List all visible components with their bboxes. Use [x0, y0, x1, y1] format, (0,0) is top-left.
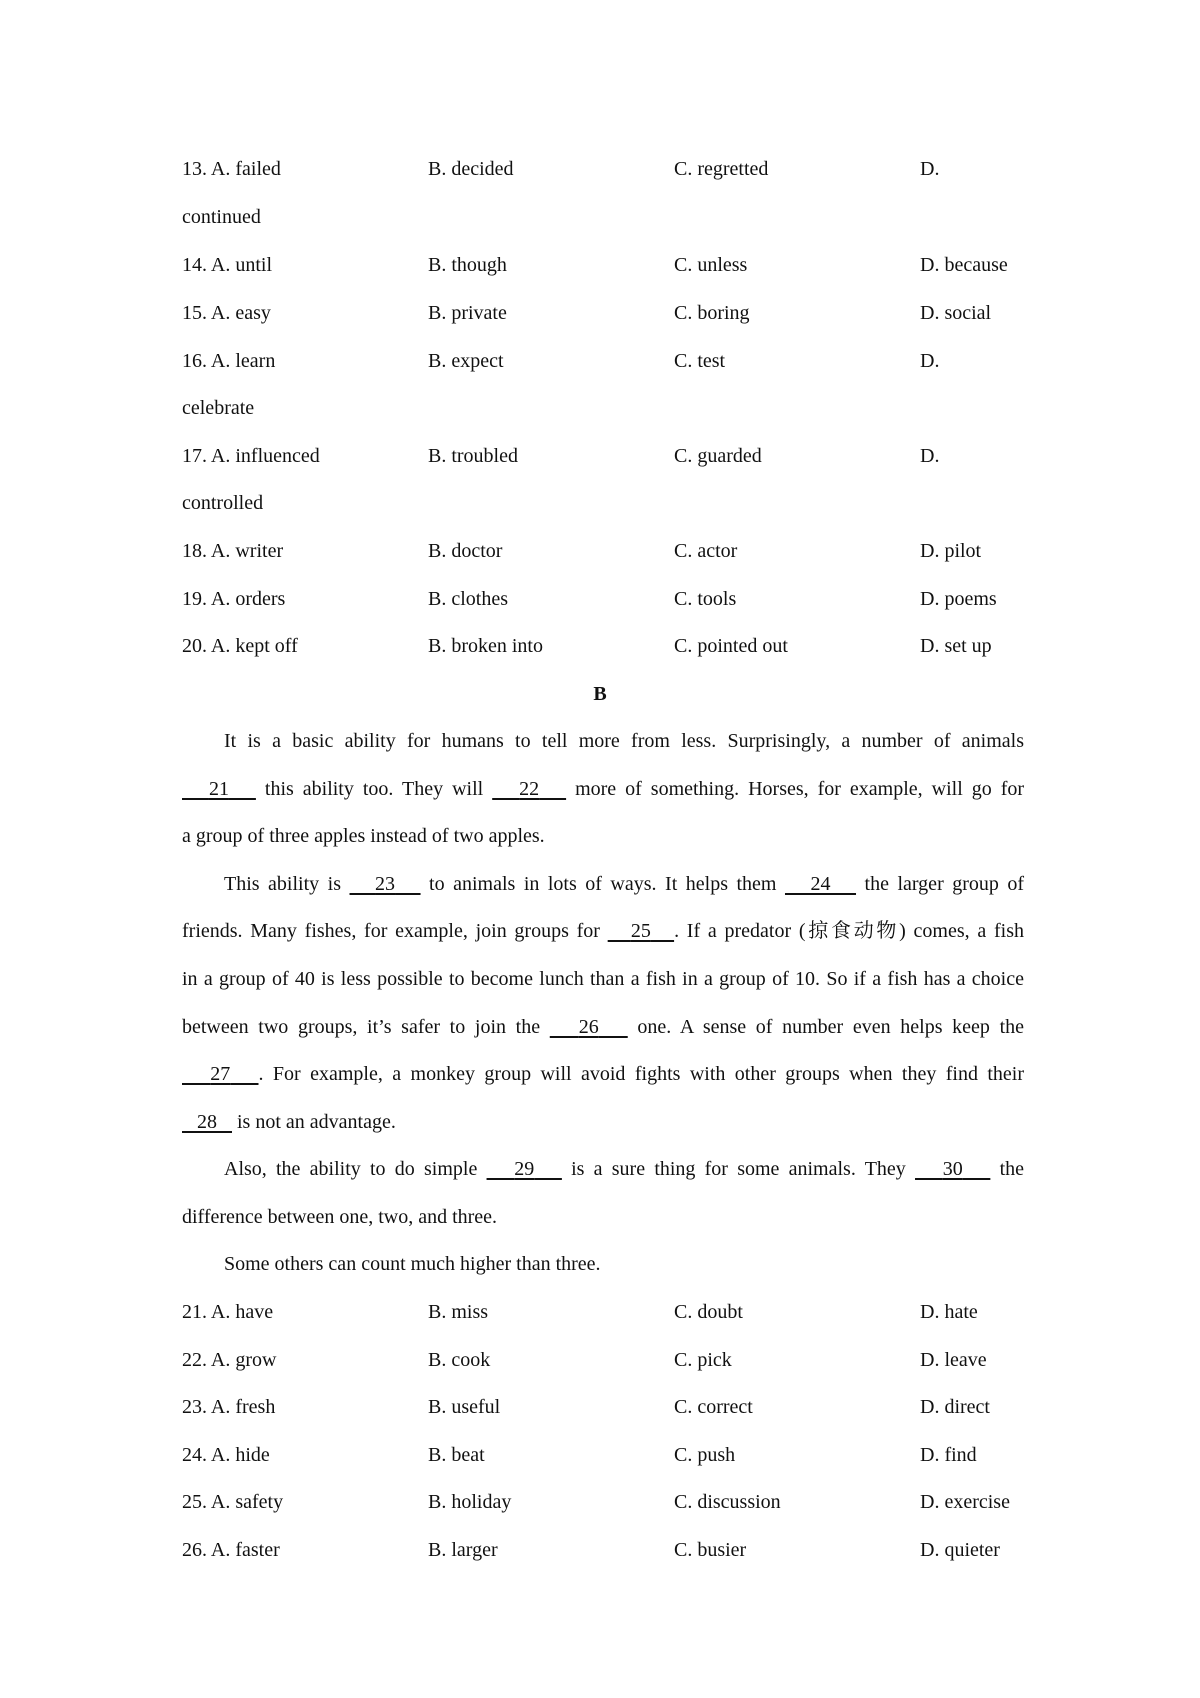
- option-d: D. leave: [920, 1349, 987, 1371]
- question-13: [182, 154, 1042, 184]
- option-a: 16. A. learn: [182, 350, 276, 372]
- paragraph-1-line-2: 21 this ability too. They will 22 more of something. Horses, for example, will go for: [182, 774, 1024, 804]
- option-a: 18. A. writer: [182, 540, 284, 562]
- paragraph-2-line-2: friends. Many fishes, for example, join groups for 25 . If a predator (掠食动物) comes, a fish: [182, 920, 1024, 942]
- question-16: [182, 346, 1042, 376]
- option-d: D. quieter: [920, 1539, 1000, 1561]
- question-22: [182, 1345, 1042, 1375]
- option-d: D. hate: [920, 1301, 978, 1323]
- blank-23: 23: [375, 873, 396, 895]
- option-b: B. decided: [428, 158, 514, 180]
- option-a: 20. A. kept off: [182, 635, 298, 657]
- option-a: 13. A. failed: [182, 158, 281, 180]
- option-d-wrap: controlled: [182, 492, 264, 514]
- option-b: B. beat: [428, 1444, 485, 1466]
- question-21: [182, 1297, 1042, 1327]
- option-d: D. set up: [920, 635, 992, 657]
- option-d: D.: [920, 445, 940, 467]
- option-c: C. boring: [674, 302, 750, 324]
- option-d: D. exercise: [920, 1491, 1010, 1513]
- option-c: C. guarded: [674, 445, 762, 467]
- blank-27: 27: [210, 1063, 231, 1085]
- option-c: C. tools: [674, 588, 737, 610]
- option-c: C. busier: [674, 1539, 747, 1561]
- option-b: B. expect: [428, 350, 504, 372]
- section-heading: B: [593, 683, 607, 705]
- option-d: D.: [920, 158, 940, 180]
- option-c: C. push: [674, 1444, 736, 1466]
- option-b: B. though: [428, 254, 507, 276]
- blank-28: 28: [197, 1111, 217, 1133]
- question-18: [182, 536, 1042, 566]
- option-a: 19. A. orders: [182, 588, 286, 610]
- option-a: 14. A. until: [182, 254, 273, 276]
- question-23: [182, 1392, 1042, 1422]
- question-20: [182, 631, 1042, 661]
- option-b: B. private: [428, 302, 507, 324]
- paragraph-4-line-1: Some others can count much higher than three.: [224, 1253, 601, 1275]
- question-19: [182, 584, 1042, 614]
- paragraph-2-line-4: between two groups, it’s safer to join the 26 one. A sense of number even helps keep the: [182, 1016, 1025, 1038]
- paragraph-2-line-1: This ability is 23 to animals in lots of ways. It helps them 24 the larger group of: [224, 873, 1025, 895]
- paragraph-1-line-1: It is a basic ability for humans to tell more from less. Surprisingly, a number of animals: [224, 730, 1024, 752]
- option-b: B. doctor: [428, 540, 503, 562]
- option-d: D.: [920, 350, 940, 372]
- option-a: 23. A. fresh: [182, 1396, 276, 1418]
- blank-21: 21: [208, 778, 229, 800]
- option-b: B. troubled: [428, 445, 518, 467]
- question-17: [182, 441, 1042, 471]
- option-c: C. unless: [674, 254, 748, 276]
- blank-30: 30: [942, 1158, 963, 1180]
- option-b: B. holiday: [428, 1491, 512, 1513]
- option-a: 24. A. hide: [182, 1444, 270, 1466]
- option-b: B. larger: [428, 1539, 498, 1561]
- option-a: 25. A. safety: [182, 1491, 284, 1513]
- paragraph-2-line-6: 28 is not an advantage.: [182, 1107, 1024, 1137]
- option-c: C. actor: [674, 540, 738, 562]
- option-d: D. find: [920, 1444, 977, 1466]
- question-14: [182, 250, 1042, 280]
- option-b: B. cook: [428, 1349, 491, 1371]
- blank-29: 29: [514, 1158, 535, 1180]
- question-25: [182, 1487, 1042, 1517]
- option-c: C. correct: [674, 1396, 753, 1418]
- option-a: 21. A. have: [182, 1301, 274, 1323]
- option-c: C. pointed out: [674, 635, 788, 657]
- paragraph-3-line-1: Also, the ability to do simple 29 is a sure thing for some animals. They 30 the: [224, 1158, 1025, 1180]
- option-a: 15. A. easy: [182, 302, 271, 324]
- option-d-wrap: continued: [182, 206, 261, 228]
- question-26: [182, 1535, 1042, 1565]
- option-c: C. regretted: [674, 158, 769, 180]
- option-c: C. doubt: [674, 1301, 743, 1323]
- option-c: C. pick: [674, 1349, 732, 1371]
- question-24: [182, 1440, 1042, 1470]
- option-c: C. discussion: [674, 1491, 781, 1513]
- blank-25: 25: [630, 920, 651, 942]
- blank-24: 24: [810, 873, 831, 895]
- paragraph-1-line-3: a group of three apples instead of two apples.: [182, 825, 545, 847]
- option-d: D. poems: [920, 588, 997, 610]
- blank-22: 22: [519, 778, 540, 800]
- option-d-wrap: celebrate: [182, 397, 255, 419]
- option-c: C. test: [674, 350, 726, 372]
- option-a: 22. A. grow: [182, 1349, 277, 1371]
- option-b: B. broken into: [428, 635, 543, 657]
- option-a: 26. A. faster: [182, 1539, 280, 1561]
- option-d: D. direct: [920, 1396, 990, 1418]
- blank-26: 26: [578, 1016, 599, 1038]
- option-b: B. miss: [428, 1301, 489, 1323]
- paragraph-2-line-3: in a group of 40 is less possible to become lunch than a fish in a group of 10. So if a fish has a choice: [182, 968, 1024, 990]
- option-b: B. clothes: [428, 588, 508, 610]
- option-d: D. pilot: [920, 540, 982, 562]
- paragraph-2-line-5: 27 . For example, a monkey group will avoid fights with other groups when they find their: [182, 1059, 1024, 1089]
- option-d: D. because: [920, 254, 1008, 276]
- paragraph-3-line-2: difference between one, two, and three.: [182, 1206, 498, 1228]
- option-b: B. useful: [428, 1396, 501, 1418]
- question-15: [182, 298, 1042, 328]
- option-a: 17. A. influenced: [182, 445, 320, 467]
- option-d: D. social: [920, 302, 992, 324]
